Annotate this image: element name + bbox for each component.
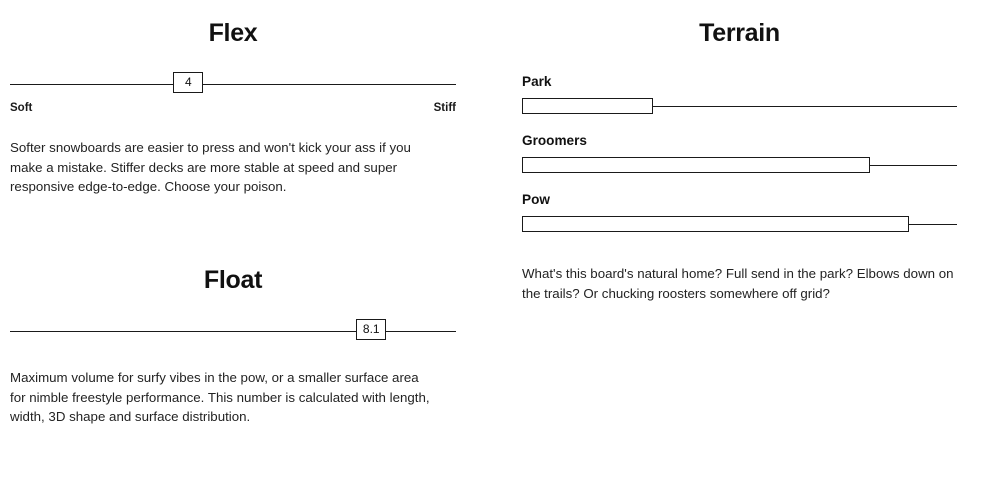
terrain-label: Groomers (522, 133, 587, 148)
terrain-bar-fill[interactable] (522, 216, 909, 232)
float-slider[interactable] (10, 317, 456, 347)
flex-slider-value[interactable]: 4 (173, 72, 203, 93)
terrain-section-title: Terrain (699, 19, 780, 47)
terrain-bar[interactable] (522, 98, 957, 114)
flex-max-label: Stiff (433, 102, 456, 114)
flex-scale-labels (10, 102, 456, 114)
terrain-item-park (522, 74, 957, 114)
terrain-bar-fill[interactable] (522, 157, 870, 173)
float-section-title: Float (203, 266, 263, 295)
flex-description: Softer snowboards are easier to press and won't kick your ass if you make a mistake. Stiffer decks are more stable at speed and super responsive edge-to-edge. Choose your poison. (10, 140, 411, 195)
terrain-description: What's this board's natural home? Full send in the park? Elbows down on the trails? Or chucking roosters somewhere off grid? (522, 266, 954, 301)
terrain-item-groomers (522, 133, 957, 173)
terrain-bar-fill[interactable] (522, 98, 653, 114)
terrain-label: Park (522, 74, 552, 89)
terrain-bar-group (522, 74, 957, 232)
flex-section-title: Flex (208, 19, 258, 47)
flex-min-label: Soft (10, 102, 33, 114)
terrain-bar[interactable] (522, 216, 957, 232)
float-slider-value[interactable]: 8.1 (356, 319, 386, 340)
right-column (500, 0, 989, 487)
float-description: Maximum volume for surfy vibes in the pow, or a smaller surface area for nimble freestyle performance. This number is calculated with length, width, 3D shape and surface distribution. (10, 370, 430, 425)
flex-slider[interactable] (10, 70, 456, 100)
terrain-item-pow (522, 192, 957, 232)
float-slider-track (10, 331, 456, 332)
terrain-label: Pow (522, 192, 550, 207)
flex-slider-track (10, 84, 456, 85)
terrain-bar[interactable] (522, 157, 957, 173)
